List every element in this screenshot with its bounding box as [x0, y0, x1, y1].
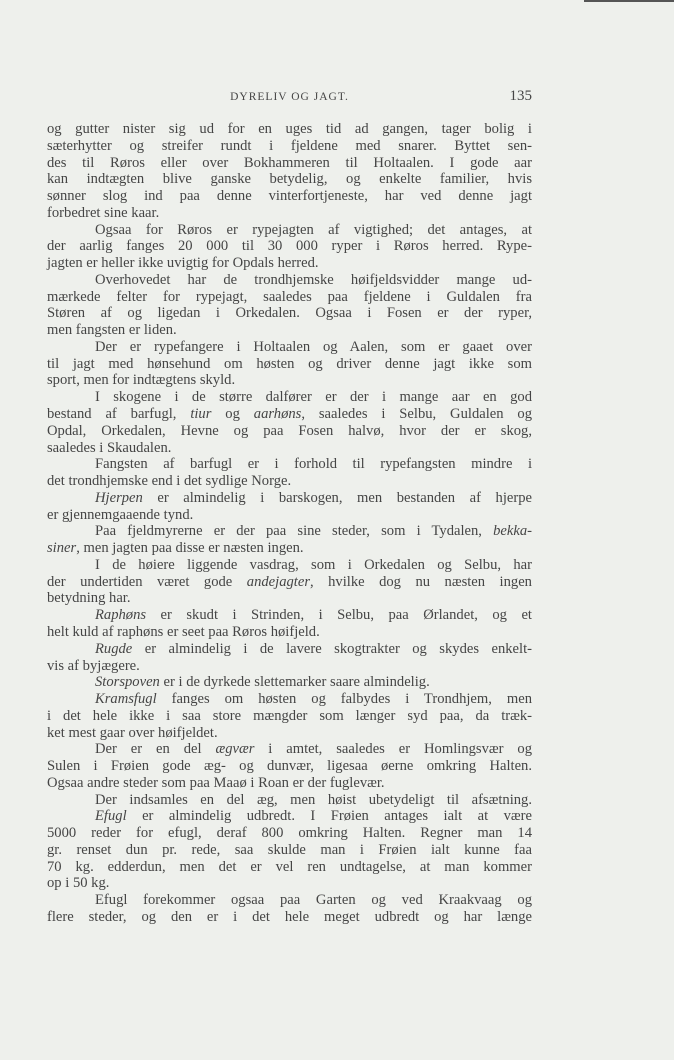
text-line: [47, 607, 532, 624]
text-line: [47, 188, 532, 205]
italic-term: Efugl: [95, 808, 127, 825]
text-segment: sønner slog ind paa denne vinterfortjeneste, har ved denne jagt: [47, 188, 532, 205]
text-segment: Overhovedet har de trondhjemske høifjeldsvidder mange ud-: [95, 271, 532, 288]
text-segment: kan indtægten blive ganske betydelig, og enkelte familier, hvis: [47, 171, 532, 188]
text-segment: op i 50 kg.: [47, 875, 110, 892]
text-line: [47, 540, 532, 557]
text-segment: ket mest gaar over høifjeldet.: [47, 724, 218, 741]
text-line: [47, 272, 532, 289]
italic-term: Kramsfugl: [95, 691, 157, 708]
text-segment: sport, men for indtægtens skyld.: [47, 372, 236, 389]
text-line: [47, 691, 532, 708]
text-segment: I de høiere liggende vasdrag, som i Orkedalen og Selbu, har: [95, 556, 532, 573]
text-line: [47, 658, 532, 675]
text-line: [47, 775, 532, 792]
text-segment: Sulen i Frøien gode æg- og dunvær, ligesaa øerne omkring Halten.: [47, 758, 532, 775]
text-segment: Støren af og ligedan i Orkedalen. Ogsaa i Fosen er der ryper,: [47, 305, 532, 322]
text-segment: og gutter nister sig ud for en uges tid ad gangen, tager bolig i: [47, 121, 532, 137]
text-line: [47, 205, 532, 222]
text-segment: , hvilke dog nu næsten ingen: [310, 573, 532, 590]
text-line: [47, 440, 532, 457]
text-line: [47, 222, 532, 239]
text-line: [47, 875, 532, 892]
text-line: [47, 909, 532, 926]
text-segment: er almindelig i barskogen, men bestanden af hjerpe: [142, 489, 532, 506]
text-line: [47, 406, 532, 423]
text-line: [47, 641, 532, 658]
text-line: [47, 155, 532, 172]
text-segment: Der er en del: [95, 741, 216, 758]
text-line: [47, 674, 532, 691]
text-line: [47, 289, 532, 306]
italic-term: bekka-: [493, 523, 532, 540]
text-line: [47, 842, 532, 859]
italic-term: tiur: [190, 406, 212, 423]
text-segment: betydning har.: [47, 590, 131, 607]
text-line: [47, 238, 532, 255]
text-segment: er i de dyrkede slettemarker saare almindelig.: [159, 674, 430, 691]
italic-term: Storspoven: [95, 674, 160, 691]
running-title: DYRELIV OG JAGT.: [230, 91, 349, 103]
text-segment: helt kuld af raphøns er seet paa Røros høifjeld.: [47, 623, 320, 640]
text-line: [47, 708, 532, 725]
text-line: [47, 557, 532, 574]
text-line: [47, 507, 532, 524]
text-line: [47, 255, 532, 272]
text-segment: Der indsamles en del æg, men høist ubetydeligt til afsætning.: [95, 791, 532, 808]
text-segment: er almindelig udbredt. I Frøien antages ialt at være: [126, 808, 532, 825]
text-line: [47, 825, 532, 842]
scan-edge: [584, 0, 674, 2]
text-line: [47, 892, 532, 909]
text-line: [47, 171, 532, 188]
text-line: [47, 121, 532, 138]
text-segment: I skogene i de større dalfører er der i mange aar en god: [95, 389, 532, 406]
text-segment: i amtet, saaledes er Homlingsvær og: [254, 741, 532, 758]
italic-term: Hjerpen: [95, 489, 143, 506]
italic-term: Rugde: [95, 640, 133, 657]
text-segment: og: [211, 406, 254, 423]
text-line: [47, 624, 532, 641]
text-segment: i det hele ikke i saa store mængder som længer syd paa, da træk-: [47, 707, 532, 724]
text-segment: , saaledes i Selbu, Guldalen og: [301, 406, 533, 423]
text-segment: 5000 reder for efugl, deraf 800 omkring Halten. Regner man 14: [47, 825, 532, 842]
text-line: [47, 456, 532, 473]
text-segment: Fangsten af barfugl er i forhold til rypefangsten mindre i: [95, 456, 532, 473]
text-segment: der aarlig fanges 20 000 til 30 000 ryper i Røros herred. Rype-: [47, 238, 532, 255]
text-segment: bestand af barfugl,: [47, 406, 191, 423]
text-segment: Opdal, Orkedalen, Hevne og paa Fosen halvø, hvor der er skog,: [47, 422, 532, 439]
text-segment: mærkede felter for rypejagt, saaledes paa fjeldene i Guldalen fra: [47, 288, 532, 305]
text-segment: Ogsaa for Røros er rypejagten af vigtighed; det antages, at: [95, 221, 532, 238]
text-segment: fanges om høsten og falbydes i Trondhjem, men: [156, 691, 532, 708]
text-line: [47, 138, 532, 155]
text-line: [47, 372, 532, 389]
text-line: [47, 473, 532, 490]
text-segment: gr. renset dun pr. rede, saa skulde man i Frøien ialt kunne faa: [47, 841, 532, 858]
text-segment: er skudt i Strinden, i Selbu, paa Ørlandet, og et: [146, 607, 532, 624]
italic-term: aarhøns: [253, 406, 302, 423]
body-text: [47, 121, 532, 926]
text-line: [47, 339, 532, 356]
text-line: [47, 859, 532, 876]
text-segment: Ogsaa andre steder som paa Maaø i Roan er der fuglevær.: [47, 774, 385, 791]
italic-term: Raphøns: [95, 607, 147, 624]
text-segment: til jagt med hønsehund om høsten og driver denne jagt ikke som: [47, 355, 532, 372]
text-segment: er almindelig i de lavere skogtrakter og skydes enkelt-: [132, 640, 532, 657]
text-segment: flere steder, og den er i det hele meget udbredt og har længe: [47, 908, 532, 925]
text-segment: vis af byjægere.: [47, 657, 140, 674]
text-line: [47, 574, 532, 591]
text-segment: Der er rypefangere i Holtaalen og Aalen, som er gaaet over: [95, 338, 532, 355]
text-line: [47, 305, 532, 322]
text-line: [47, 322, 532, 339]
text-line: [47, 741, 532, 758]
italic-term: andejagter: [246, 573, 310, 590]
text-line: [47, 523, 532, 540]
text-line: [47, 725, 532, 742]
text-segment: er gjennemgaaende tynd.: [47, 506, 194, 523]
page-number: 135: [509, 88, 532, 104]
text-segment: saaledes i Skaudalen.: [47, 439, 172, 456]
text-segment: Paa fjeldmyrerne er der paa sine steder, som i Tydalen,: [95, 523, 494, 540]
page-header: [47, 88, 532, 106]
text-line: [47, 423, 532, 440]
text-line: [47, 758, 532, 775]
italic-term: ægvær: [215, 741, 255, 758]
italic-term: siner: [47, 540, 77, 557]
text-line: [47, 792, 532, 809]
text-line: [47, 590, 532, 607]
text-segment: det trondhjemske end i det sydlige Norge.: [47, 473, 292, 490]
text-segment: , men jagten paa disse er næsten ingen.: [76, 540, 304, 557]
text-segment: der undertiden været gode: [47, 573, 247, 590]
text-segment: forbedret sine kaar.: [47, 204, 160, 221]
text-segment: 70 kg. edderdun, men det er vel ren undtagelse, at man kommer: [47, 858, 532, 875]
text-segment: jagten er heller ikke uvigtig for Opdals herred.: [47, 255, 319, 272]
text-line: [47, 808, 532, 825]
text-line: [47, 389, 532, 406]
text-segment: des til Røros eller over Bokhammeren til Holtaalen. I gode aar: [47, 154, 532, 171]
text-segment: Efugl forekommer ogsaa paa Garten og ved Kraakvaag og: [95, 892, 532, 909]
text-segment: men fangsten er liden.: [47, 322, 177, 339]
text-line: [47, 490, 532, 507]
text-line: [47, 356, 532, 373]
text-segment: sæterhytter og streifer rundt i fjeldene med snarer. Byttet sen-: [47, 137, 532, 154]
